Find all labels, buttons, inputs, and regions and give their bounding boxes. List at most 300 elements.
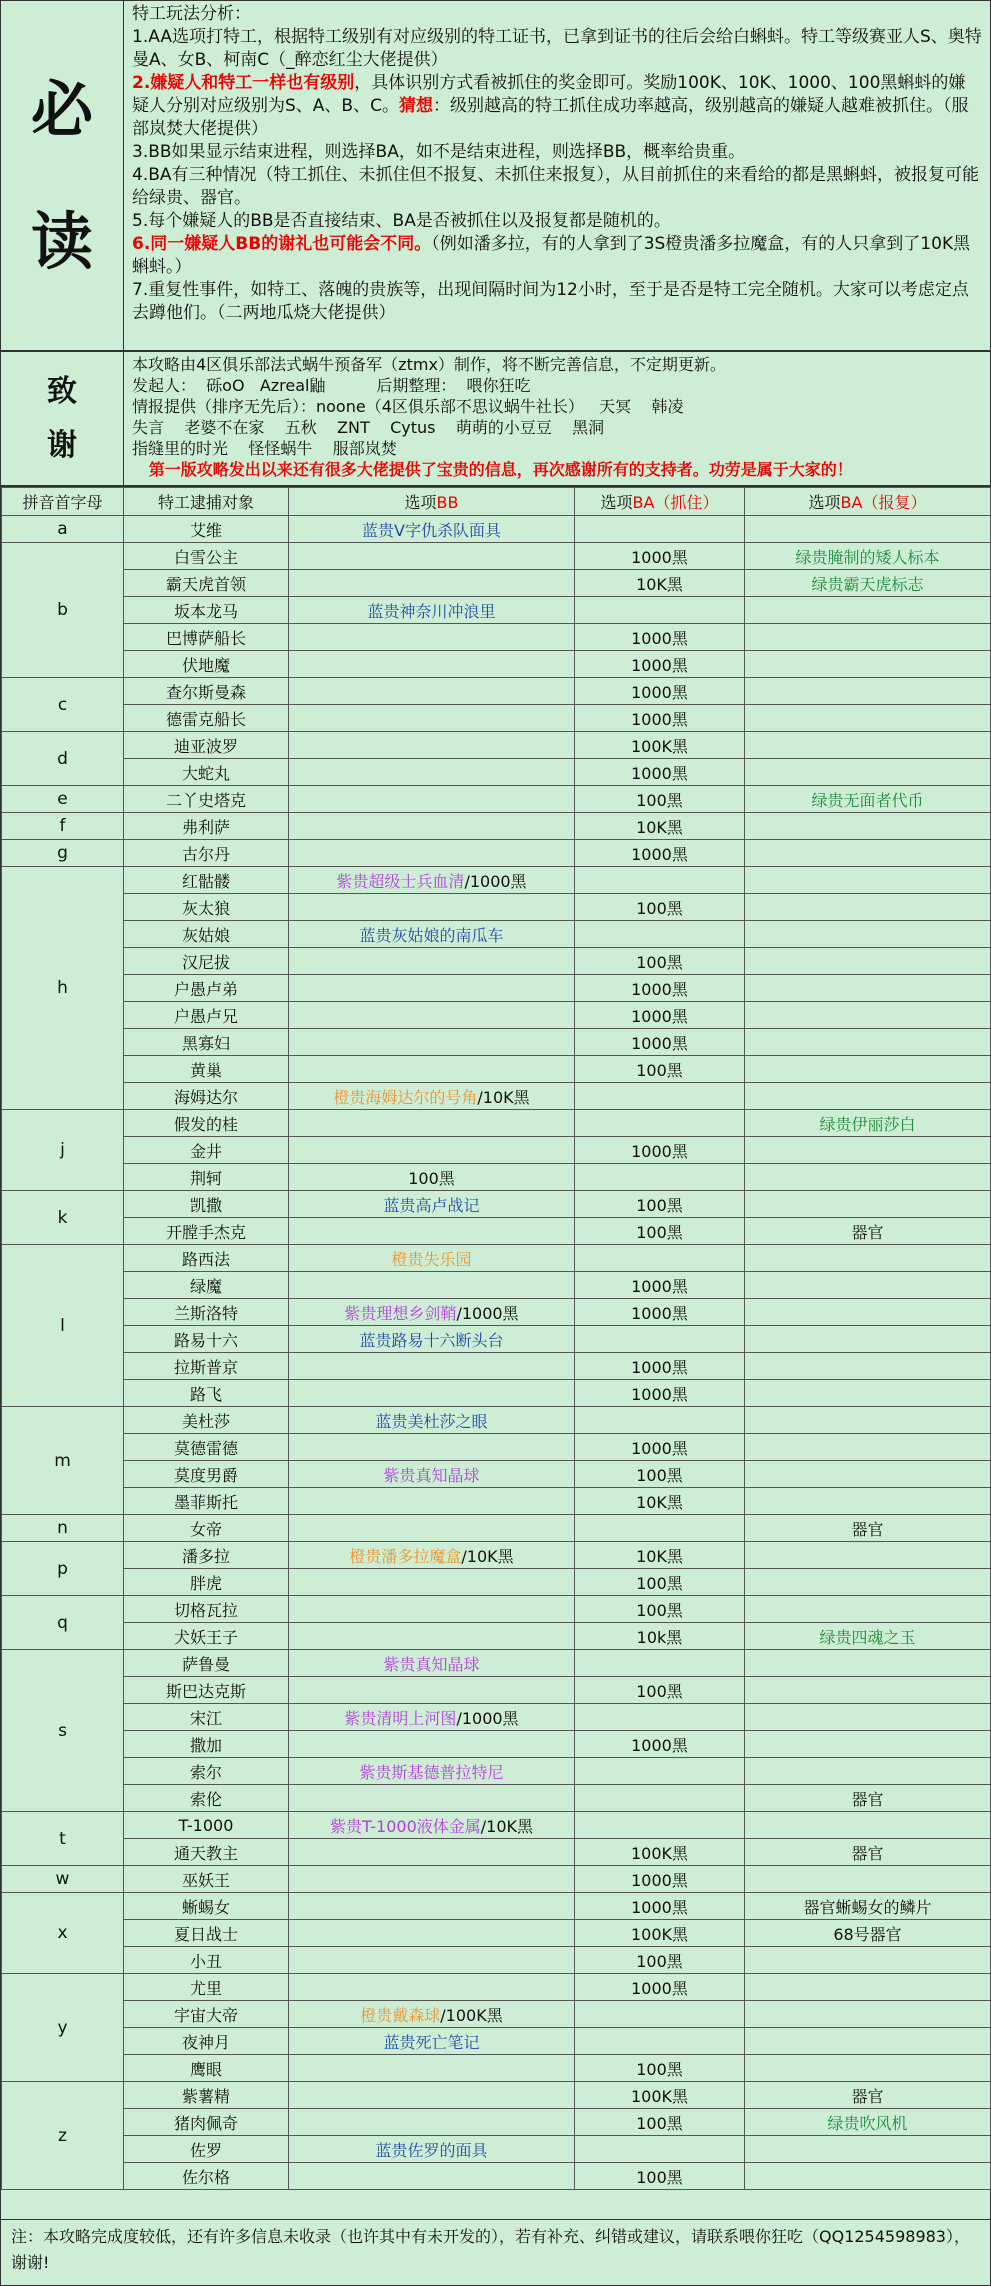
bb-reward-cell — [289, 813, 575, 840]
revenge-reward-item: 绿贵吹风机 — [827, 2113, 908, 2133]
table-row — [2, 1731, 991, 1758]
pinyin-letter-cell: s — [2, 1650, 124, 1812]
ba-caught-cell — [575, 1245, 745, 1272]
ba-revenge-cell — [745, 1056, 991, 1083]
bb-reward-cell — [289, 516, 575, 543]
ba-revenge-cell — [745, 2001, 991, 2028]
ba-caught-cell: 1000黑 — [575, 1731, 745, 1758]
ba-revenge-cell — [745, 1785, 991, 1812]
table-row — [2, 759, 991, 786]
ba-caught-cell: 1000黑 — [575, 651, 745, 678]
bb-reward-cell — [289, 1083, 575, 1110]
ba-caught-cell: 1000黑 — [575, 705, 745, 732]
revenge-reward-item: 器官 — [851, 1222, 884, 1242]
ba-caught-cell: 100黑 — [575, 1947, 745, 1974]
pinyin-letter-cell: k — [2, 1191, 124, 1245]
bb-reward-cell — [289, 2163, 575, 2190]
ba-revenge-cell — [745, 2055, 991, 2082]
bb-reward-cell — [289, 1245, 575, 1272]
header-option-key: BA（报复） — [840, 493, 927, 512]
bb-reward-cell — [289, 1974, 575, 2001]
body-text: ：级别越高的特工抓住成功率越高，级别越高的嫌疑人越难被抓住。（服部岚焚大佬提供） — [132, 96, 969, 139]
ba-caught-cell: 100黑 — [575, 1218, 745, 1245]
ba-revenge-cell — [745, 1839, 991, 1866]
table-header-row — [2, 488, 991, 516]
target-name-cell: 金井 — [124, 1137, 289, 1164]
table-row — [2, 678, 991, 705]
target-name-cell: 坂本龙马 — [124, 597, 289, 624]
pinyin-letter-cell: j — [2, 1110, 124, 1191]
target-name-cell: 黄巢 — [124, 1056, 289, 1083]
pinyin-letter-cell: x — [2, 1893, 124, 1974]
ba-revenge-cell — [745, 813, 991, 840]
target-name-cell: 黑寡妇 — [124, 1029, 289, 1056]
table-row — [2, 1623, 991, 1650]
bb-reward-cell — [289, 1353, 575, 1380]
must-read-heading — [1, 1, 124, 350]
bb-reward-cell — [289, 1731, 575, 1758]
must-read-section — [1, 1, 990, 352]
ba-caught-cell: 100K黑 — [575, 2082, 745, 2109]
ba-caught-cell — [575, 1326, 745, 1353]
ba-revenge-cell — [745, 624, 991, 651]
ba-revenge-cell — [745, 1974, 991, 2001]
target-name-cell: 海姆达尔 — [124, 1083, 289, 1110]
ba-caught-cell: 1000黑 — [575, 1137, 745, 1164]
ba-revenge-cell — [745, 651, 991, 678]
ba-revenge-cell — [745, 1002, 991, 1029]
ba-revenge-cell — [745, 1218, 991, 1245]
bb-reward-cell — [289, 1920, 575, 1947]
bb-reward-item: 蓝贵高卢战记 — [383, 1195, 480, 1215]
ba-revenge-cell — [745, 2109, 991, 2136]
body-text: 3.BB如果显示结束进程，则选择BA，如不是结束进程，则选择BB，概率给贵重。 — [132, 142, 746, 162]
pinyin-letter-cell: l — [2, 1245, 124, 1407]
ba-caught-cell: 100黑 — [575, 1461, 745, 1488]
table-row — [2, 1353, 991, 1380]
must-read-content — [124, 1, 990, 350]
bb-reward-item: 蓝贵路易十六断头台 — [359, 1330, 504, 1350]
revenge-reward-item: 绿贵无面者代币 — [811, 790, 924, 810]
table-row — [2, 2163, 991, 2190]
thanks-line: 情报提供（排序无先后）：noone（4区俱乐部不思议蜗牛社长） 天冥 韩凌 — [132, 397, 684, 416]
table-row — [2, 1866, 991, 1893]
ba-revenge-cell — [745, 2082, 991, 2109]
ba-caught-cell — [575, 867, 745, 894]
ba-caught-cell: 1000黑 — [575, 1002, 745, 1029]
table-row — [2, 1488, 991, 1515]
table-row — [2, 597, 991, 624]
ba-revenge-cell — [745, 1677, 991, 1704]
ba-caught-cell — [575, 1758, 745, 1785]
pinyin-letter-cell: m — [2, 1407, 124, 1515]
bb-reward-extra: /100K黑 — [440, 2005, 503, 2025]
bb-reward-cell — [289, 1839, 575, 1866]
ba-revenge-cell — [745, 921, 991, 948]
header-option-bb — [289, 488, 575, 516]
target-name-cell: 凯撒 — [124, 1191, 289, 1218]
bb-reward-cell — [289, 2109, 575, 2136]
bb-reward-cell — [289, 1623, 575, 1650]
table-row — [2, 1893, 991, 1920]
ba-revenge-cell — [745, 705, 991, 732]
ba-caught-cell: 100黑 — [575, 1569, 745, 1596]
ba-revenge-cell — [745, 516, 991, 543]
ba-revenge-cell — [745, 1245, 991, 1272]
target-name-cell: 莫德雷德 — [124, 1434, 289, 1461]
body-text: 7.重复性事件，如特工、落魄的贵族等，出现间隔时间为12小时，至于是否是特工完全随机。大家可以考虑定点去蹲他们。（二两地瓜烧大佬提供） — [132, 280, 969, 323]
must-read-char-2: 读 — [30, 204, 93, 278]
bb-reward-cell — [289, 651, 575, 678]
bb-reward-cell — [289, 867, 575, 894]
table-row — [2, 732, 991, 759]
target-name-cell: 巫妖王 — [124, 1866, 289, 1893]
bb-reward-item: 橙贵失乐园 — [391, 1249, 472, 1269]
ba-caught-cell: 100黑 — [575, 2163, 745, 2190]
pinyin-letter-cell: g — [2, 840, 124, 867]
ba-revenge-cell — [745, 1029, 991, 1056]
ba-caught-cell: 1000黑 — [575, 1299, 745, 1326]
pinyin-letter-cell: p — [2, 1542, 124, 1596]
target-name-cell: 户愚卢弟 — [124, 975, 289, 1002]
bb-reward-cell — [289, 1056, 575, 1083]
target-name-cell: 艾维 — [124, 516, 289, 543]
pinyin-letter-cell: t — [2, 1812, 124, 1866]
table-row — [2, 2136, 991, 2163]
ba-revenge-cell — [745, 894, 991, 921]
bb-reward-item: 100黑 — [408, 1168, 455, 1188]
table-row — [2, 1677, 991, 1704]
table-row — [2, 2055, 991, 2082]
table-row — [2, 1542, 991, 1569]
revenge-reward-item: 器官 — [851, 1843, 884, 1863]
target-name-cell: 美杜莎 — [124, 1407, 289, 1434]
target-name-cell: 户愚卢兄 — [124, 1002, 289, 1029]
ba-caught-cell: 1000黑 — [575, 840, 745, 867]
pinyin-letter-cell: n — [2, 1515, 124, 1542]
bb-reward-cell — [289, 1650, 575, 1677]
bb-reward-cell — [289, 1218, 575, 1245]
table-row — [2, 1218, 991, 1245]
ba-caught-cell — [575, 1083, 745, 1110]
table-row — [2, 2109, 991, 2136]
bb-reward-cell — [289, 1812, 575, 1839]
table-row — [2, 1299, 991, 1326]
ba-caught-cell: 10K黑 — [575, 813, 745, 840]
ba-revenge-cell — [745, 2163, 991, 2190]
bb-reward-cell — [289, 1407, 575, 1434]
bb-reward-item: 紫贵真知晶球 — [383, 1654, 480, 1674]
highlight-text: 6.同一嫌疑人BB的谢礼也可能会不同。 — [132, 234, 432, 254]
ba-caught-cell: 1000黑 — [575, 1893, 745, 1920]
bb-reward-cell — [289, 1785, 575, 1812]
ba-revenge-cell — [745, 1920, 991, 1947]
bb-reward-cell — [289, 786, 575, 813]
ba-revenge-cell — [745, 1137, 991, 1164]
header-option-key: BA（抓住） — [632, 493, 719, 512]
revenge-reward-item: 绿贵霸天虎标志 — [811, 574, 924, 594]
table-row — [2, 1650, 991, 1677]
ba-caught-cell — [575, 2136, 745, 2163]
ba-caught-cell: 100黑 — [575, 894, 745, 921]
revenge-reward-item: 绿贵腌制的矮人标本 — [795, 547, 940, 567]
ba-revenge-cell — [745, 1164, 991, 1191]
target-name-cell: 灰太狼 — [124, 894, 289, 921]
bb-reward-item: 紫贵超级士兵血清 — [336, 871, 465, 891]
ba-caught-cell — [575, 597, 745, 624]
bb-reward-extra: /10K黑 — [480, 1816, 534, 1836]
bb-reward-cell — [289, 1380, 575, 1407]
bb-reward-cell — [289, 840, 575, 867]
ba-revenge-cell — [745, 678, 991, 705]
ba-caught-cell — [575, 2001, 745, 2028]
ba-caught-cell — [575, 1704, 745, 1731]
target-name-cell: 二丫史塔克 — [124, 786, 289, 813]
bb-reward-cell — [289, 1029, 575, 1056]
ba-revenge-cell — [745, 759, 991, 786]
table-row — [2, 1704, 991, 1731]
ba-revenge-cell — [745, 840, 991, 867]
body-text: 4.BA有三种情况（特工抓住、未抓住但不报复、未抓住来报复），从目前抓住的来看给的都是黑蝌蚪，被报复可能给绿贵、器官。 — [132, 165, 980, 208]
table-row — [2, 1164, 991, 1191]
target-name-cell: 汉尼拔 — [124, 948, 289, 975]
body-text: 1.AA选项打特工，根据特工级别有对应级别的特工证书，已拿到证书的往后会给白蝌蚪。特工等级赛亚人S、奥特曼A、女B、柯南C（_醉恋红尘大佬提供） — [132, 27, 982, 70]
header-option-key: BB — [436, 493, 459, 512]
target-name-cell: 猪肉佩奇 — [124, 2109, 289, 2136]
highlight-text: 2.嫌疑人和特工一样也有级别 — [132, 73, 355, 93]
target-name-cell: 紫薯精 — [124, 2082, 289, 2109]
revenge-reward-item: 绿贵四魂之玉 — [819, 1627, 916, 1647]
ba-revenge-cell — [745, 1596, 991, 1623]
pinyin-letter-cell: h — [2, 867, 124, 1110]
target-name-cell: 伏地魔 — [124, 651, 289, 678]
bb-reward-cell — [289, 570, 575, 597]
ba-revenge-cell — [745, 1488, 991, 1515]
ba-caught-cell — [575, 1515, 745, 1542]
ba-revenge-cell — [745, 1542, 991, 1569]
table-row — [2, 1137, 991, 1164]
ba-revenge-cell — [745, 1650, 991, 1677]
table-row — [2, 1461, 991, 1488]
bb-reward-item: 蓝贵灰姑娘的南瓜车 — [359, 925, 504, 945]
ba-caught-cell — [575, 1407, 745, 1434]
target-name-cell: 德雷克船长 — [124, 705, 289, 732]
target-name-cell: 胖虎 — [124, 1569, 289, 1596]
ba-revenge-cell — [745, 1623, 991, 1650]
ba-caught-cell — [575, 1110, 745, 1137]
thanks-line: 失言 老婆不在家 五秋 ZNT Cytus 萌萌的小豆豆 黑洞 — [132, 418, 605, 437]
bb-reward-cell — [289, 975, 575, 1002]
target-name-cell: 路西法 — [124, 1245, 289, 1272]
target-name-cell: 白雪公主 — [124, 543, 289, 570]
ba-caught-cell — [575, 1812, 745, 1839]
bb-reward-item: 紫贵真知晶球 — [383, 1465, 480, 1485]
target-name-cell: 查尔斯曼森 — [124, 678, 289, 705]
pinyin-letter-cell: z — [2, 2082, 124, 2190]
ba-revenge-cell — [745, 867, 991, 894]
bb-reward-cell — [289, 1488, 575, 1515]
table-row — [2, 1272, 991, 1299]
bb-reward-extra: /10K黑 — [477, 1087, 530, 1107]
bb-reward-item: 紫贵清明上河图 — [344, 1708, 457, 1728]
target-name-cell: 萨鲁曼 — [124, 1650, 289, 1677]
pinyin-letter-cell: e — [2, 786, 124, 813]
ba-revenge-cell — [745, 1434, 991, 1461]
target-name-cell: 弗利萨 — [124, 813, 289, 840]
bb-reward-item: 橙贵海姆达尔的号角 — [333, 1087, 478, 1107]
ba-caught-cell: 1000黑 — [575, 678, 745, 705]
target-name-cell: 莫度男爵 — [124, 1461, 289, 1488]
table-row — [2, 1083, 991, 1110]
table-row — [2, 624, 991, 651]
must-read-line — [132, 233, 982, 279]
bb-reward-item: 蓝贵美杜莎之眼 — [375, 1411, 488, 1431]
bb-reward-cell — [289, 2136, 575, 2163]
ba-revenge-cell — [745, 948, 991, 975]
bb-reward-item: 紫贵T-1000液体金属 — [329, 1816, 481, 1836]
target-name-cell: T-1000 — [124, 1812, 289, 1839]
ba-revenge-cell — [745, 975, 991, 1002]
target-name-cell: 女帝 — [124, 1515, 289, 1542]
target-name-cell: 路飞 — [124, 1380, 289, 1407]
target-name-cell: 巴博萨船长 — [124, 624, 289, 651]
ba-caught-cell: 100黑 — [575, 1677, 745, 1704]
table-row — [2, 1839, 991, 1866]
table-row — [2, 1002, 991, 1029]
ba-revenge-cell — [745, 1353, 991, 1380]
thanks-heading — [1, 352, 124, 485]
target-name-cell: 迪亚波罗 — [124, 732, 289, 759]
bb-reward-cell — [289, 1272, 575, 1299]
bb-reward-item: 紫贵斯基德普拉特尼 — [359, 1762, 504, 1782]
ba-caught-cell — [575, 2028, 745, 2055]
ba-caught-cell: 100黑 — [575, 2109, 745, 2136]
ba-caught-cell: 1000黑 — [575, 759, 745, 786]
ba-caught-cell: 10K黑 — [575, 1488, 745, 1515]
bb-reward-item: 蓝贵V字仇杀队面具 — [362, 520, 501, 540]
pinyin-letter-cell: c — [2, 678, 124, 732]
bb-reward-cell — [289, 678, 575, 705]
pinyin-letter-cell: w — [2, 1866, 124, 1893]
bb-reward-cell — [289, 894, 575, 921]
table-row — [2, 1569, 991, 1596]
bb-reward-cell — [289, 2055, 575, 2082]
table-row — [2, 2082, 991, 2109]
ba-caught-cell: 1000黑 — [575, 1272, 745, 1299]
ba-revenge-cell — [745, 1461, 991, 1488]
thanks-char-1: 致 — [47, 373, 77, 409]
ba-caught-cell — [575, 921, 745, 948]
target-name-cell: 墨菲斯托 — [124, 1488, 289, 1515]
table-row — [2, 948, 991, 975]
ba-caught-cell: 1000黑 — [575, 1353, 745, 1380]
bb-reward-cell — [289, 543, 575, 570]
target-name-cell: 假发的桂 — [124, 1110, 289, 1137]
bb-reward-item: 紫贵理想乡剑鞘 — [344, 1303, 457, 1323]
bb-reward-item: 蓝贵佐罗的面具 — [375, 2140, 488, 2160]
target-name-cell: 索尔 — [124, 1758, 289, 1785]
target-name-cell: 鹰眼 — [124, 2055, 289, 2082]
bb-reward-cell — [289, 1434, 575, 1461]
ba-caught-cell: 100黑 — [575, 1596, 745, 1623]
target-name-cell: 斯巴达克斯 — [124, 1677, 289, 1704]
target-name-cell: 灰姑娘 — [124, 921, 289, 948]
must-read-line — [132, 164, 982, 210]
ba-revenge-cell — [745, 1299, 991, 1326]
thanks-content — [124, 352, 990, 485]
highlight-text: 猜想 — [398, 96, 433, 116]
bb-reward-cell — [289, 1542, 575, 1569]
bb-reward-item: 蓝贵神奈川冲浪里 — [367, 601, 496, 621]
table-row — [2, 894, 991, 921]
header-option-ba-caught — [575, 488, 745, 516]
target-name-cell: 蜥蜴女 — [124, 1893, 289, 1920]
bb-reward-cell — [289, 1893, 575, 1920]
bb-reward-cell — [289, 1677, 575, 1704]
ba-caught-cell: 1000黑 — [575, 1380, 745, 1407]
must-read-line — [132, 26, 982, 72]
table-row — [2, 1596, 991, 1623]
pinyin-letter-cell: d — [2, 732, 124, 786]
bb-reward-cell — [289, 1461, 575, 1488]
bb-reward-cell — [289, 705, 575, 732]
ba-revenge-cell — [745, 1191, 991, 1218]
ba-revenge-cell — [745, 2136, 991, 2163]
target-name-cell: 小丑 — [124, 1947, 289, 1974]
table-row — [2, 1056, 991, 1083]
target-name-cell: 切格瓦拉 — [124, 1596, 289, 1623]
target-name-cell: 大蛇丸 — [124, 759, 289, 786]
table-row — [2, 2001, 991, 2028]
ba-revenge-cell — [745, 1893, 991, 1920]
bb-reward-extra: /1000黑 — [464, 871, 527, 891]
header-pinyin: 拼音首字母 — [2, 488, 124, 516]
target-name-cell: 荆轲 — [124, 1164, 289, 1191]
header-option-ba-revenge — [745, 488, 991, 516]
revenge-reward-item: 器官蜥蜴女的鳞片 — [803, 1897, 932, 1917]
agent-target-table — [1, 487, 991, 2190]
body-text: 特工玩法分析： — [132, 4, 251, 24]
target-name-cell: 夏日战士 — [124, 1920, 289, 1947]
must-read-line — [132, 72, 982, 141]
ba-revenge-cell — [745, 1083, 991, 1110]
header-option-label: 选项 — [404, 493, 437, 512]
bb-reward-extra: /1000黑 — [456, 1708, 519, 1728]
bb-reward-cell — [289, 948, 575, 975]
ba-revenge-cell — [745, 1866, 991, 1893]
revenge-reward-item: 器官 — [851, 2086, 884, 2106]
pinyin-letter-cell: b — [2, 543, 124, 678]
bb-reward-cell — [289, 1002, 575, 1029]
ba-revenge-cell — [745, 786, 991, 813]
table-row — [2, 813, 991, 840]
bb-reward-extra: /1000黑 — [456, 1303, 519, 1323]
pinyin-letter-cell: f — [2, 813, 124, 840]
target-name-cell: 拉斯普京 — [124, 1353, 289, 1380]
ba-caught-cell: 100黑 — [575, 786, 745, 813]
bb-reward-item: 橙贵戴森球 — [360, 2005, 441, 2025]
bb-reward-extra: /10K黑 — [461, 1546, 514, 1566]
ba-revenge-cell — [745, 2028, 991, 2055]
ba-revenge-cell — [745, 1947, 991, 1974]
ba-revenge-cell — [745, 1758, 991, 1785]
bb-reward-cell — [289, 2082, 575, 2109]
bb-reward-cell — [289, 2001, 575, 2028]
table-row — [2, 1758, 991, 1785]
table-row — [2, 1515, 991, 1542]
bb-reward-cell — [289, 1326, 575, 1353]
revenge-reward-item: 器官 — [851, 1519, 884, 1539]
